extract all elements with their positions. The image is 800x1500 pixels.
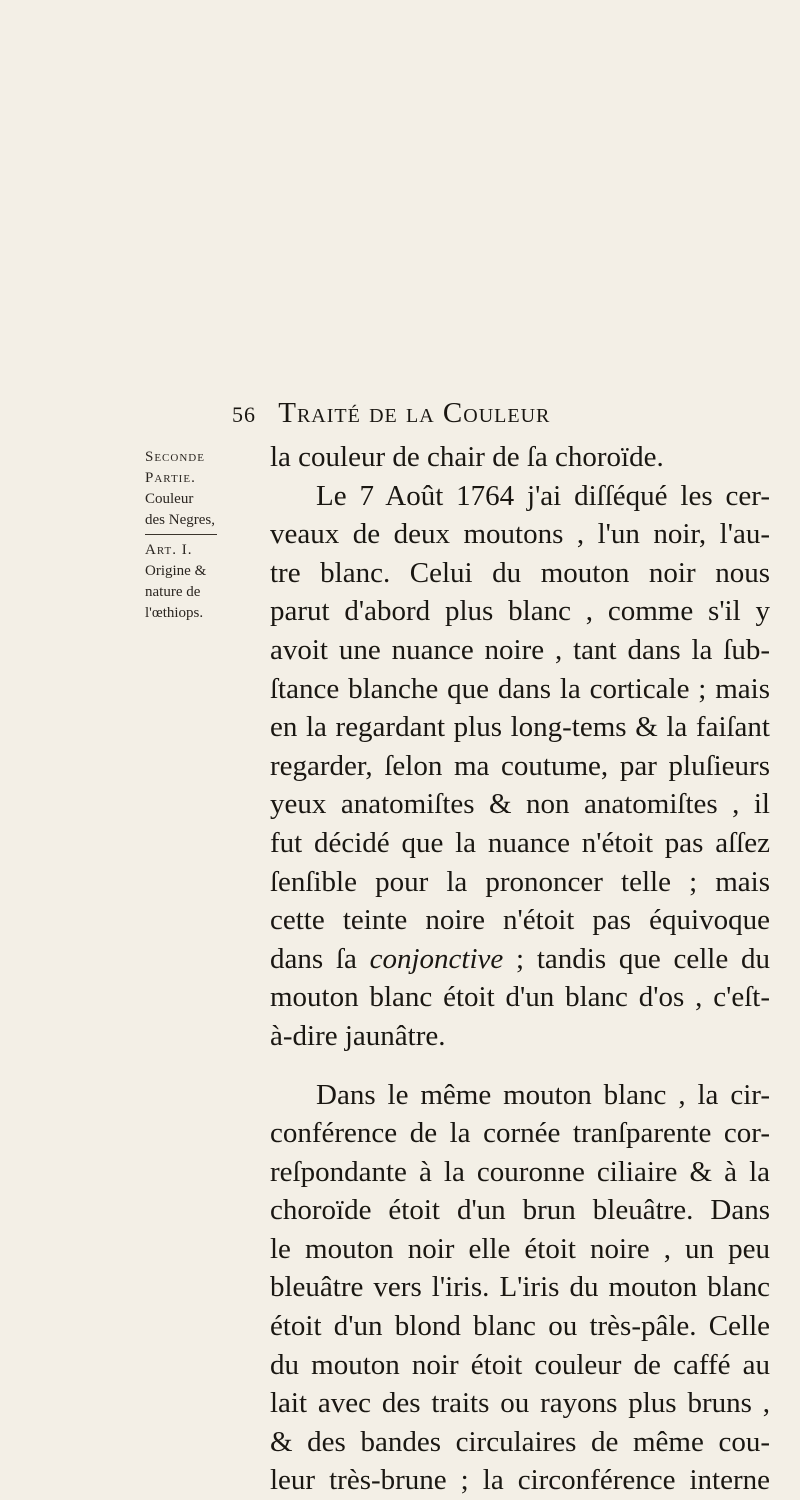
text-line: étoit d'un blond blanc ou très-pâle. Celle	[270, 1310, 770, 1343]
margin-note	[145, 447, 253, 624]
margin-note-line: Couleur	[145, 491, 194, 507]
main-text	[270, 438, 770, 1500]
margin-note-line: nature de	[145, 584, 201, 600]
margin-note-line: Art. I.	[145, 542, 193, 558]
text-fragment: ; tandis que celle du	[503, 942, 770, 975]
text-line: du mouton noir étoit couleur de caffé au	[270, 1348, 770, 1381]
text-line: tre blanc. Celui du mouton noir nous	[270, 556, 770, 589]
text-line	[270, 940, 770, 979]
italic-term: conjonctive	[369, 942, 504, 975]
text-line: regarder, ſelon ma coutume, par pluſieurs	[270, 749, 770, 782]
margin-note-divider	[145, 534, 217, 535]
text-line: reſpondante à la couronne ciliaire & à la	[270, 1155, 770, 1188]
text-line: parut d'abord plus blanc , comme s'il y	[270, 595, 770, 628]
margin-note-line: des Negres,	[145, 512, 215, 528]
page-number: 56	[232, 402, 256, 427]
text-line: à-dire jaunâtre.	[270, 1019, 446, 1052]
text-line: & des bandes circulaires de même cou-	[270, 1425, 770, 1458]
text-line: lait avec des traits ou rayons plus bruns ,	[270, 1387, 770, 1420]
text-line: fut décidé que la nuance n'étoit pas aſſez	[270, 826, 770, 859]
text-line: conférence de la cornée tranſparente cor-	[270, 1117, 770, 1150]
text-line: mouton blanc étoit d'un blanc d'os , c'eſt-	[270, 981, 770, 1014]
text-line: ſenſible pour la prononcer telle ; mais	[270, 865, 770, 898]
text-line: avoit une nuance noire , tant dans la ſub-	[270, 633, 770, 666]
text-line: en la regardant plus long-tems & la faiſant	[270, 711, 770, 744]
paragraph-gap	[270, 1056, 770, 1076]
margin-note-line: Origine &	[145, 563, 207, 579]
text-line: cette teinte noire n'étoit pas équivoque	[270, 904, 770, 937]
running-title: Traité de la Couleur	[278, 397, 551, 429]
text-line: la couleur de chair de ſa choroïde.	[270, 441, 664, 473]
margin-note-line: Seconde	[145, 449, 205, 465]
running-head	[232, 397, 792, 430]
text-line: veaux de deux moutons , l'un noir, l'au-	[270, 518, 770, 551]
margin-note-line: Partie.	[145, 470, 196, 486]
text-line: Le 7 Août 1764 j'ai diſſéqué les cer-	[316, 479, 770, 512]
text-line: choroïde étoit d'un brun bleuâtre. Dans	[270, 1194, 770, 1227]
text-line: leur très-brune ; la circonférence interne	[270, 1464, 770, 1497]
margin-note-line: l'œthiops.	[145, 605, 204, 621]
text-line: yeux anatomiſtes & non anatomiſtes , il	[270, 788, 770, 821]
text-line: bleuâtre vers l'iris. L'iris du mouton blanc	[270, 1271, 770, 1304]
text-line: le mouton noir elle étoit noire , un peu	[270, 1232, 770, 1265]
text-line: ſtance blanche que dans la corticale ; mais	[270, 672, 770, 705]
text-line: Dans le même mouton blanc , la cir-	[316, 1078, 770, 1111]
text-fragment: dans ſa	[270, 942, 370, 975]
